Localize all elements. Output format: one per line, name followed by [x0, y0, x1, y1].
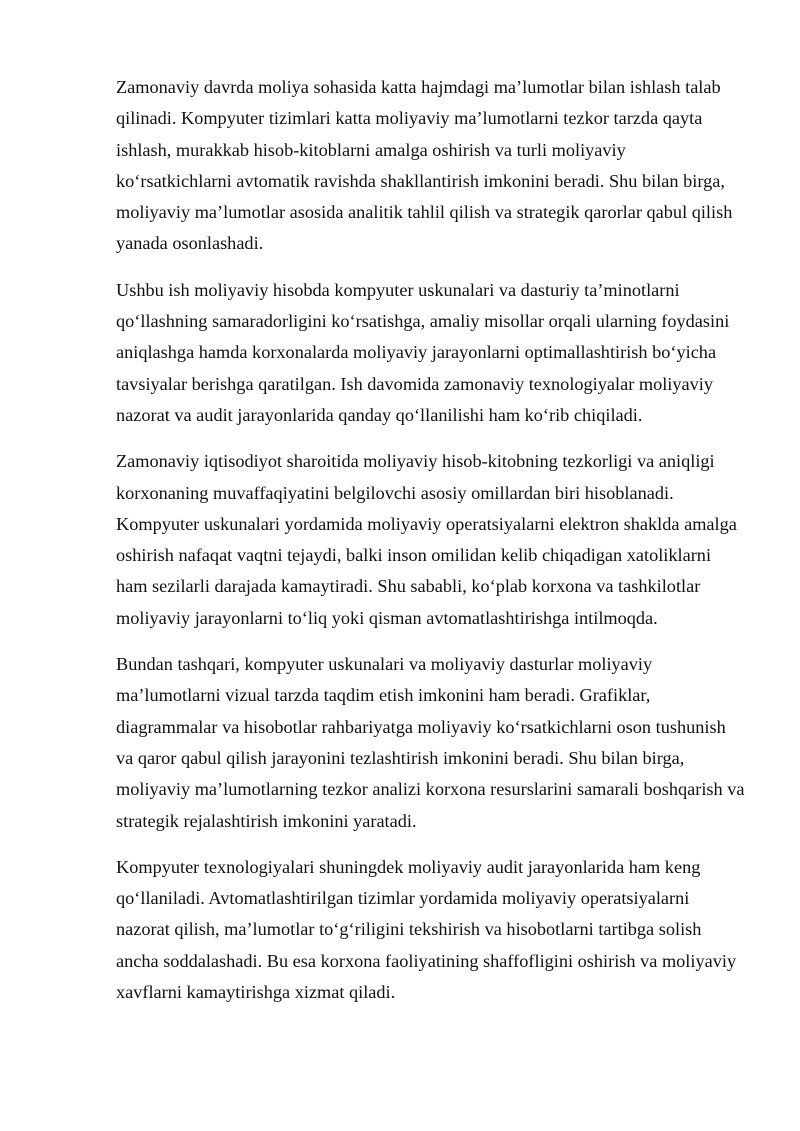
paragraph-1: Zamonaviy davrda moliya sohasida katta hajmdagi maʼlumotlar bilan ishlash talab qilinadi. Kompyuter tizimlari katta moliyaviy maʼlumotlarni tezkor tarzda qayta ishlash, murakkab hisob-kitoblarni amalga oshirish va turli moliyaviy koʻrsatkichlarni avtomatik ravishda shakllantirish imkonini beradi. Shu bilan birga, moliyaviy maʼlumotlar asosida analitik tahlil qilish va strategik qarorlar qabul qilish yanada osonlashadi. — [116, 77, 733, 254]
paragraph-4: Bundan tashqari, kompyuter uskunalari va moliyaviy dasturlar moliyaviy maʼlumotlarni vizual tarzda taqdim etish imkonini ham beradi. Grafiklar, diagrammalar va hisobotlar rahbariyatga moliyaviy koʻrsatkichlarni oson tushunish va qaror qabul qilish jarayonini tezlashtirish imkonini beradi. Shu bilan birga, moliyaviy maʼlumotlarning tezkor analizi korxona resurslarini samarali boshqarish va strategik rejalashtirish imkonini yaratadi. — [116, 654, 745, 831]
paragraph-2: Ushbu ish moliyaviy hisobda kompyuter uskunalari va dasturiy taʼminotlarni qoʻllashning samaradorligini koʻrsatishga, amaliy misollar orqali ularning foydasini aniqlashga hamda korxonalarda moliyaviy jarayonlarni optimallashtirish boʻyicha tavsiyalar berishga qaratilgan. Ish davomida zamonaviy texnologiyalar moliyaviy nazorat va audit jarayonlarida qanday qoʻllanilishi ham koʻrib chiqiladi. — [116, 279, 730, 425]
document-body — [116, 72, 746, 1023]
paragraph-5: Kompyuter texnologiyalari shuningdek moliyaviy audit jarayonlarida ham keng qoʻllaniladi. Avtomatlashtirilgan tizimlar yordamida moliyaviy operatsiyalarni nazorat qilish, maʼlumotlar toʻgʻriligini tekshirish va hisobotlarni tartibga solish ancha soddalashadi. Bu esa korxona faoliyatining shaffofligini oshirish va moliyaviy xavflarni kamaytirishga xizmat qiladi. — [116, 856, 737, 1003]
paragraph-3: Zamonaviy iqtisodiyot sharoitida moliyaviy hisob-kitobning tezkorligi va aniqligi korxonaning muvaffaqiyatini belgilovchi asosiy omillardan biri hisoblanadi. Kompyuter uskunalari yordamida moliyaviy operatsiyalarni elektron shaklda amalga oshirish nafaqat vaqtni tejaydi, balki inson omilidan kelib chiqadigan xatoliklarni ham sezilarli darajada kamaytiradi. Shu sababli, koʻplab korxona va tashkilotlar moliyaviy jarayonlarni toʻliq yoki qisman avtomatlashtirishga intilmoqda. — [116, 451, 737, 628]
